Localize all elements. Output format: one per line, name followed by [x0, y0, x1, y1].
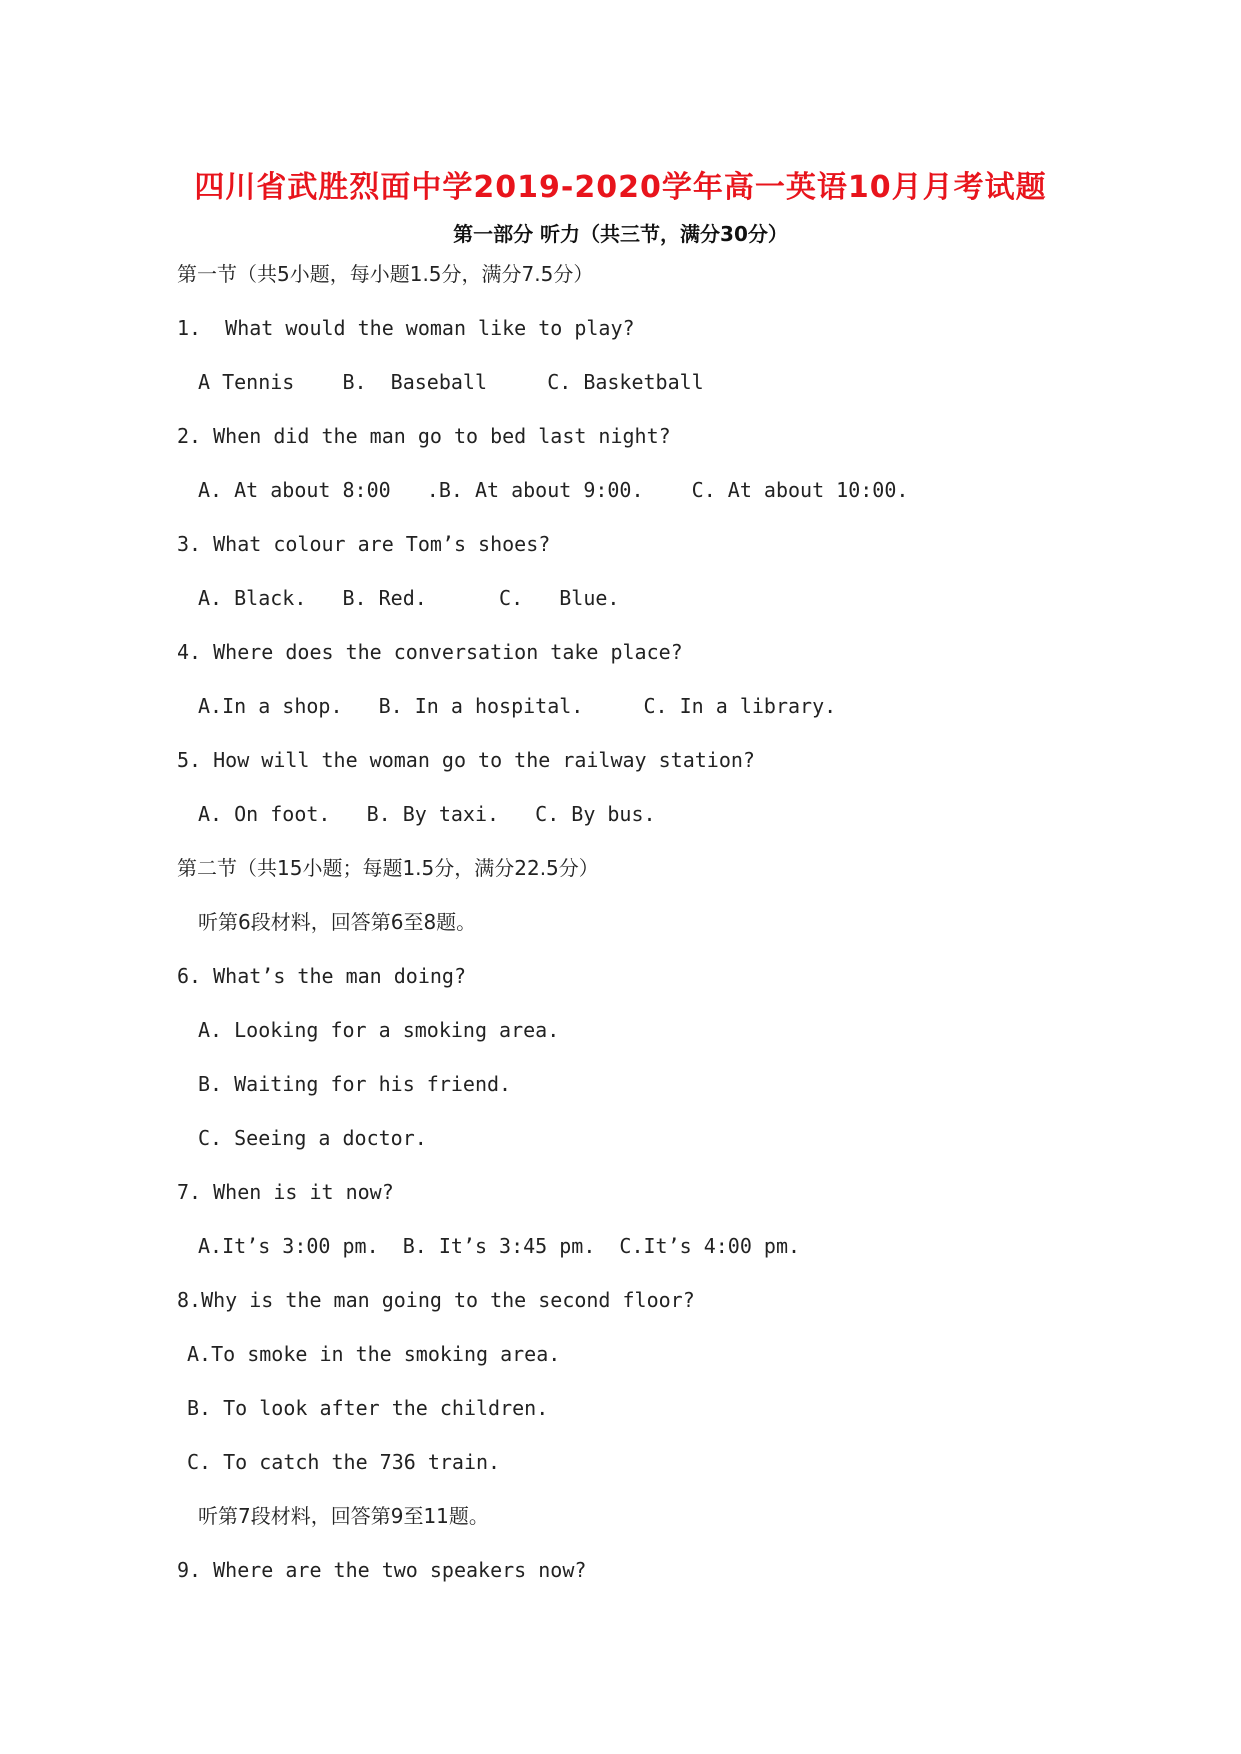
question-2: 2. When did the man go to bed last night?: [177, 424, 671, 448]
question-1: 1. What would the woman like to play?: [177, 316, 635, 340]
question-6-option-b: B. Waiting for his friend.: [198, 1072, 512, 1096]
question-3-options: A. Black. B. Red. C. Blue.: [198, 586, 620, 610]
section1-heading: 第一节（共5小题，每小题1.5分，满分7.5分）: [177, 262, 594, 286]
question-7: 7. When is it now?: [177, 1180, 394, 1204]
question-1-options: A Tennis B. Baseball C. Basketball: [198, 370, 704, 394]
question-4-options: A.In a shop. B. In a hospital. C. In a library.: [198, 694, 837, 718]
question-5: 5. How will the woman go to the railway station?: [177, 748, 755, 772]
question-6: 6. What’s the man doing?: [177, 964, 466, 988]
question-3: 3. What colour are Tom’s shoes?: [177, 532, 551, 556]
question-6-option-a: A. Looking for a smoking area.: [198, 1018, 560, 1042]
question-4: 4. Where does the conversation take place?: [177, 640, 683, 664]
instruction-9-11: 听第7段材料，回答第9至11题。: [198, 1504, 489, 1528]
question-9: 9. Where are the two speakers now?: [177, 1558, 587, 1582]
question-2-options: A. At about 8:00 .B. At about 9:00. C. At about 10:00.: [198, 478, 909, 502]
question-5-options: A. On foot. B. By taxi. C. By bus.: [198, 802, 656, 826]
question-8-option-a: A.To smoke in the smoking area.: [187, 1342, 561, 1366]
part1-heading: 第一部分 听力（共三节，满分30分）: [453, 222, 788, 246]
section2-heading: 第二节（共15小题；每题1.5分，满分22.5分）: [177, 856, 599, 880]
question-7-options: A.It’s 3:00 pm. B. It’s 3:45 pm. C.It’s 4:00 pm.: [198, 1234, 801, 1258]
question-8: 8.Why is the man going to the second floor?: [177, 1288, 695, 1312]
question-6-option-c: C. Seeing a doctor.: [198, 1126, 427, 1150]
question-8-option-c: C. To catch the 736 train.: [187, 1450, 501, 1474]
question-8-option-b: B. To look after the children.: [187, 1396, 549, 1420]
instruction-6-8: 听第6段材料，回答第6至8题。: [198, 910, 477, 934]
page-title: 四川省武胜烈面中学2019-2020学年高一英语10月月考试题: [194, 170, 1047, 205]
